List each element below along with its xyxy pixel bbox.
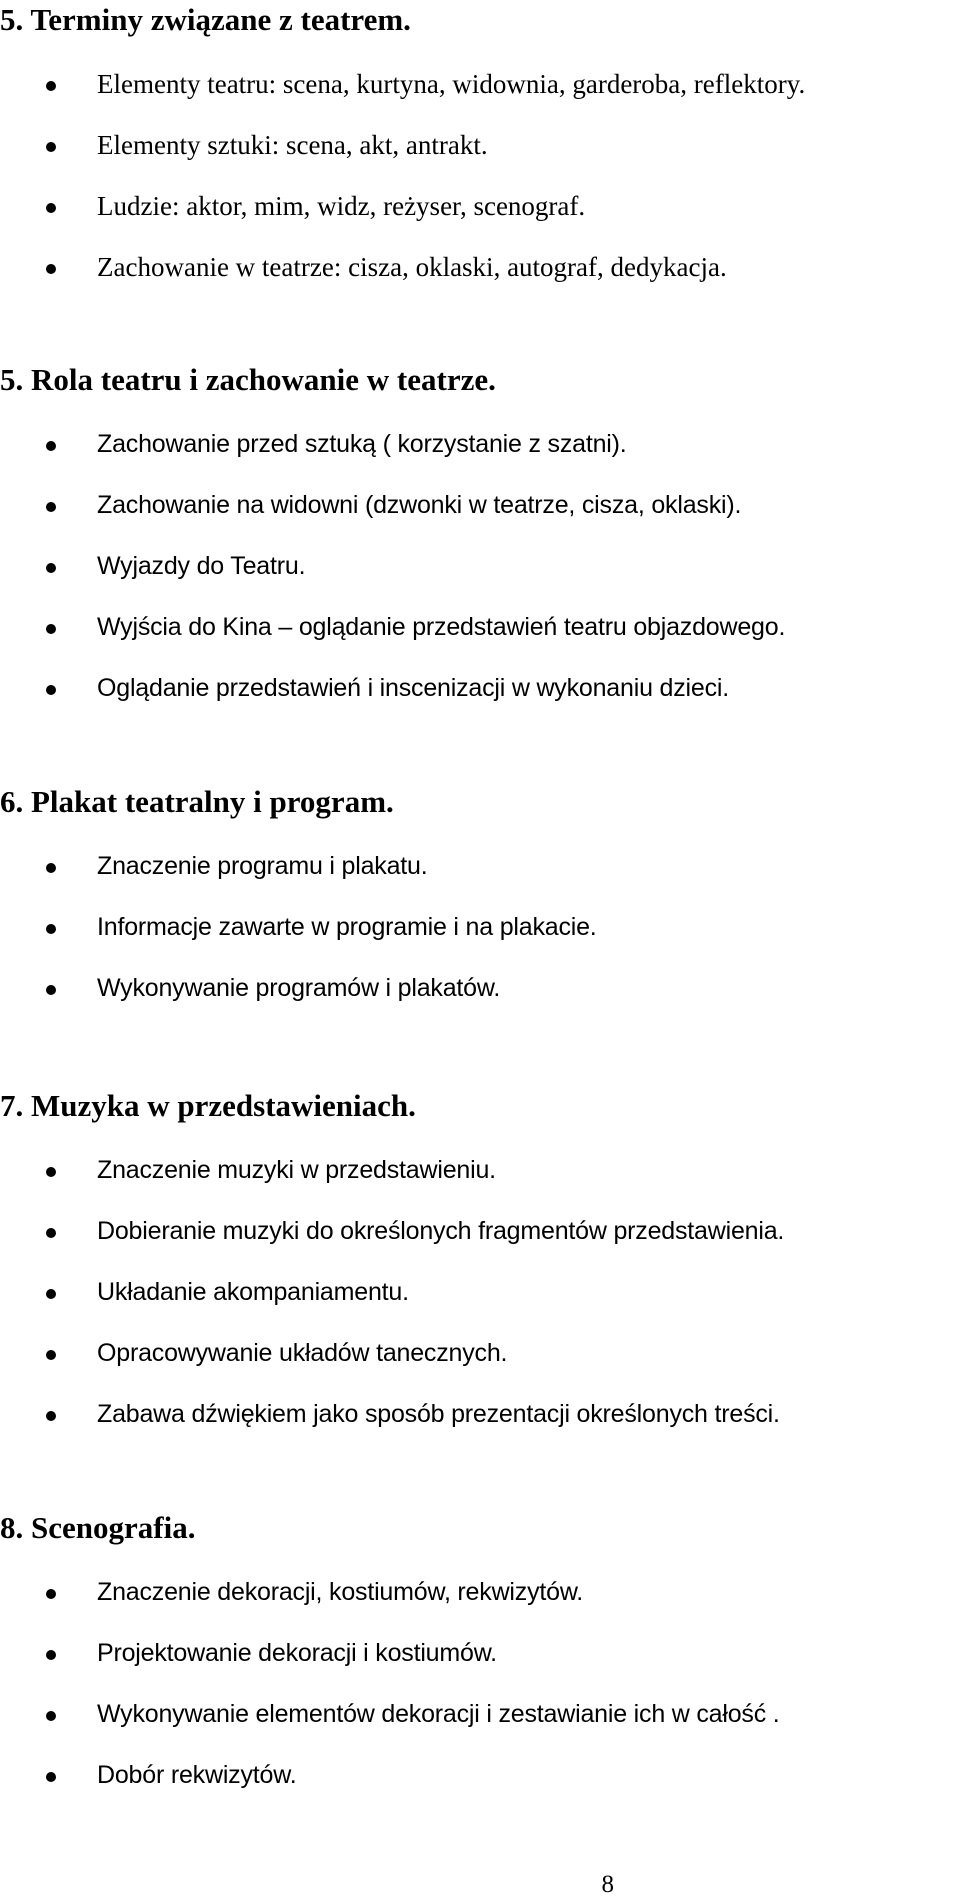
list-item [0,849,960,910]
section-heading: 7. Muzyka w przedstawieniach. [0,1088,416,1123]
list-item-text: Elementy teatru: scena, kurtyna, widownia, garderoba, reflektory. [97,69,806,99]
list-item [0,610,960,671]
bullet-icon [46,264,56,274]
bullet-icon [46,81,56,91]
list-item [0,1214,960,1275]
bullet-icon [46,1167,56,1177]
list-item-text: Elementy sztuki: scena, akt, antrakt. [97,130,488,160]
list-item [0,1336,960,1397]
list-item [0,250,960,311]
list-item [0,971,960,1032]
bullet-icon [46,1589,56,1599]
bullet-icon [46,685,56,695]
bullet-icon [46,1772,56,1782]
bullet-icon [46,203,56,213]
section-scenografia [0,1510,960,1819]
section-terminy [0,2,960,311]
list-item-text: Wykonywanie elementów dekoracji i zestawianie ich w całość . [97,1700,780,1728]
bullet-list [0,1153,960,1458]
list-item-text: Oglądanie przedstawień i inscenizacji w wykonaniu dzieci. [97,674,729,702]
list-item [0,549,960,610]
list-item [0,910,960,971]
list-item [0,1153,960,1214]
list-item-text: Dobór rekwizytów. [97,1761,297,1789]
bullet-icon [46,863,56,873]
bullet-icon [46,1228,56,1238]
list-item [0,1575,960,1636]
list-item [0,427,960,488]
list-item-text: Układanie akompaniamentu. [97,1278,409,1306]
page-number: 8 [601,1871,614,1898]
list-item-text: Ludzie: aktor, mim, widz, reżyser, scenograf. [97,191,586,221]
list-item-text: Znaczenie muzyki w przedstawieniu. [97,1156,496,1184]
list-item-text: Dobieranie muzyki do określonych fragmentów przedstawienia. [97,1217,785,1245]
list-item [0,1397,960,1458]
list-item-text: Zabawa dźwiękiem jako sposób prezentacji określonych treści. [97,1400,780,1428]
list-item [0,1636,960,1697]
section-heading: 5. Rola teatru i zachowanie w teatrze. [0,362,496,397]
list-item [0,488,960,549]
bullet-icon [46,502,56,512]
section-muzyka [0,1088,960,1458]
bullet-list [0,1575,960,1819]
bullet-icon [46,1289,56,1299]
list-item-text: Znaczenie programu i plakatu. [97,852,428,880]
list-item [0,189,960,250]
section-plakat [0,784,960,1032]
bullet-icon [46,924,56,934]
list-item-text: Zachowanie w teatrze: cisza, oklaski, autograf, dedykacja. [97,252,727,282]
bullet-icon [46,1711,56,1721]
section-heading: 6. Plakat teatralny i program. [0,784,394,819]
list-item-text: Wyjazdy do Teatru. [97,552,306,580]
section-heading: 5. Terminy związane z teatrem. [0,2,411,37]
list-item [0,128,960,189]
list-item-text: Zachowanie przed sztuką ( korzystanie z szatni). [97,430,627,458]
list-item [0,671,960,732]
bullet-icon [46,1350,56,1360]
bullet-icon [46,142,56,152]
bullet-list [0,427,960,732]
list-item-text: Opracowywanie układów tanecznych. [97,1339,508,1367]
list-item [0,1697,960,1758]
list-item-text: Zachowanie na widowni (dzwonki w teatrze, cisza, oklaski). [97,491,742,519]
bullet-icon [46,1650,56,1660]
list-item-text: Znaczenie dekoracji, kostiumów, rekwizytów. [97,1578,584,1606]
bullet-icon [46,624,56,634]
bullet-list [0,849,960,1032]
list-item [0,1758,960,1819]
list-item [0,67,960,128]
list-item-text: Projektowanie dekoracji i kostiumów. [97,1639,497,1667]
bullet-icon [46,563,56,573]
list-item-text: Informacje zawarte w programie i na plakacie. [97,913,597,941]
section-heading: 8. Scenografia. [0,1510,196,1545]
bullet-list [0,67,960,311]
list-item-text: Wykonywanie programów i plakatów. [97,974,501,1002]
bullet-icon [46,1411,56,1421]
bullet-icon [46,985,56,995]
list-item-text: Wyjścia do Kina – oglądanie przedstawień teatru objazdowego. [97,613,786,641]
list-item [0,1275,960,1336]
bullet-icon [46,441,56,451]
section-rola-teatru [0,362,960,732]
